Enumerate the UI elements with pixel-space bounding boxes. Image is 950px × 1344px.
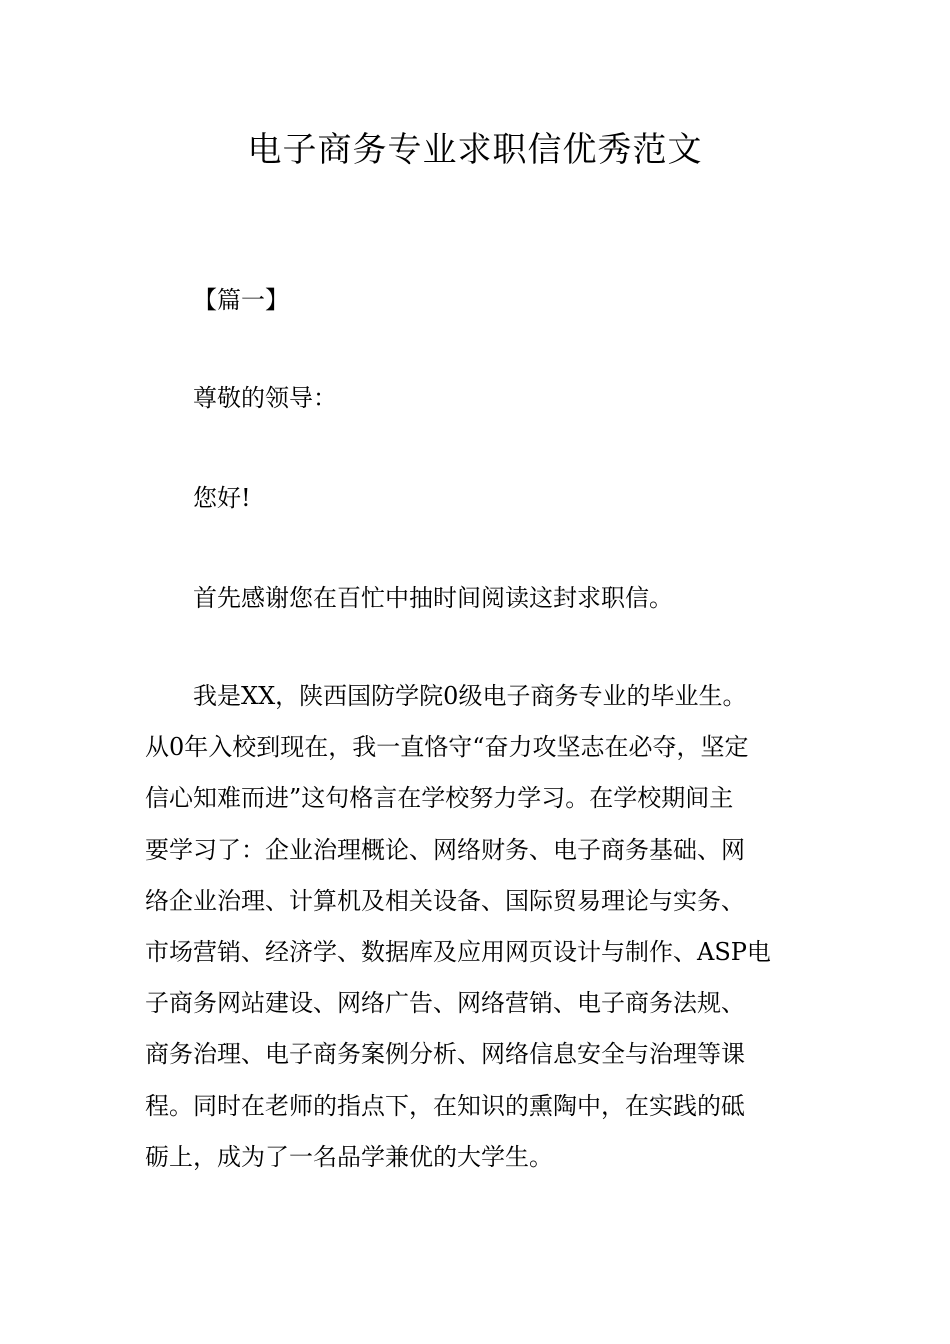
- body-line: 商务治理、电子商务案例分析、网络信息安全与治理等课: [145, 1040, 745, 1069]
- body-line: 络企业治理、计算机及相关设备、国际贸易理论与实务、: [145, 886, 745, 915]
- body-line: 砺上，成为了一名品学兼优的大学生。: [145, 1142, 553, 1171]
- section-label: 【篇一】: [193, 286, 289, 314]
- body-line: 信心知难而进”这句格言在学校努力学习。在学校期间主: [145, 784, 734, 813]
- greeting: 您好!: [193, 484, 251, 512]
- body-line: 子商务网站建设、网络广告、网络营销、电子商务法规、: [145, 989, 745, 1018]
- intro-paragraph: 首先感谢您在百忙中抽时间阅读这封求职信。: [193, 584, 673, 612]
- document-title: 电子商务专业求职信优秀范文: [247, 130, 703, 170]
- body-paragraph: [145, 678, 805, 1190]
- body-line: 市场营销、经济学、数据库及应用网页设计与制作、ASP电: [145, 937, 771, 966]
- body-line: 从0年入校到现在，我一直恪守“奋力攻坚志在必夺，坚定: [145, 733, 749, 762]
- body-line: 要学习了：企业治理概论、网络财务、电子商务基础、网: [145, 835, 745, 864]
- body-line: 我是XX，陕西国防学院0级电子商务专业的毕业生。: [193, 682, 747, 710]
- salutation: 尊敬的领导：: [193, 384, 337, 412]
- body-line: 程。同时在老师的指点下，在知识的熏陶中，在实践的砥: [145, 1091, 745, 1120]
